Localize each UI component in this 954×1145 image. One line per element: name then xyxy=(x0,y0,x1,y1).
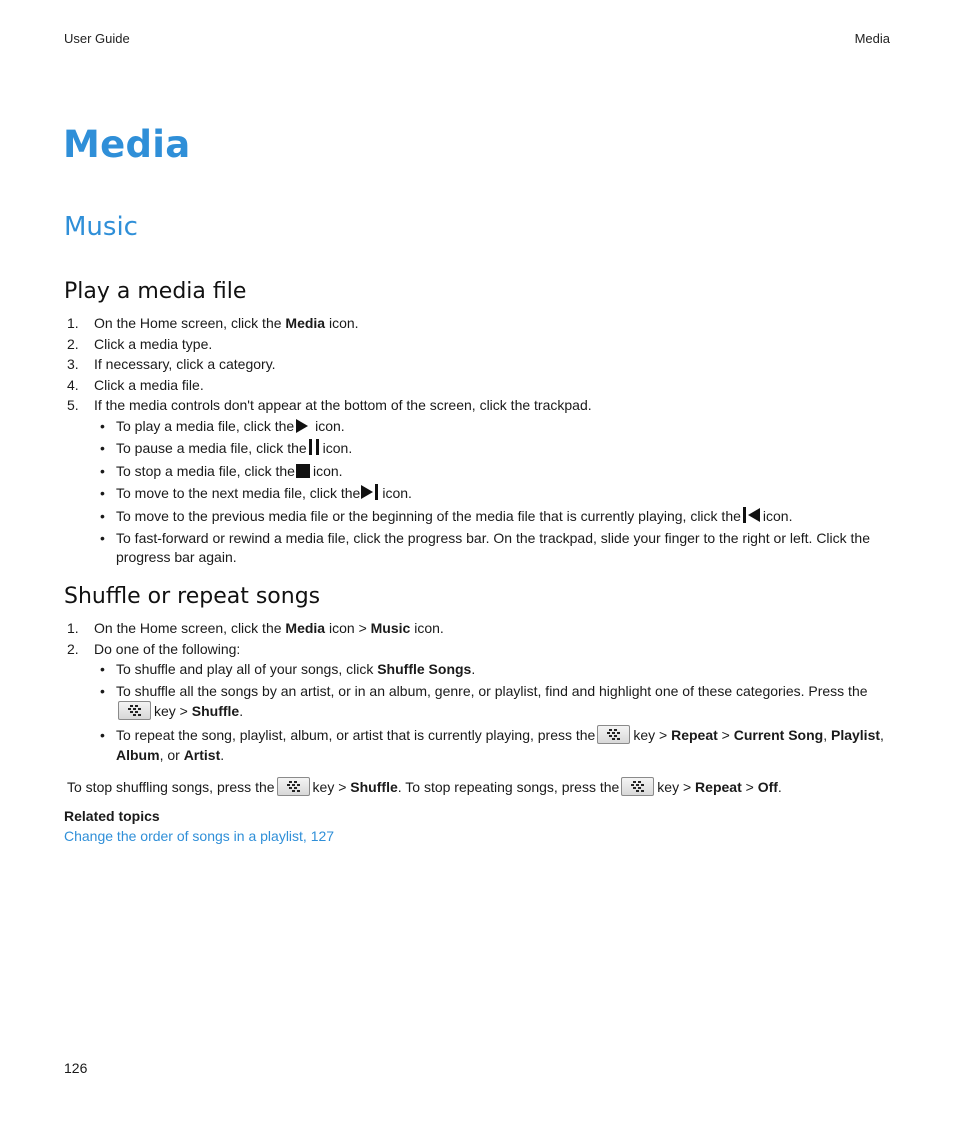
menu-key-icon xyxy=(597,725,630,744)
play-steps xyxy=(64,313,890,567)
shuffle-heading: Shuffle or repeat songs xyxy=(64,584,321,609)
list-item: • To repeat the song, playlist, album, or artist that is currently playing, press the key > Repeat > Current Song, Playlist, Album, or Artist. xyxy=(100,726,884,763)
list-item: 5. If the media controls don't appear at the bottom of the screen, click the trackpad. xyxy=(67,397,592,413)
stop-icon xyxy=(296,463,310,484)
menu-key-icon xyxy=(621,777,654,796)
menu-key-icon xyxy=(118,701,151,720)
running-header-left: User Guide xyxy=(64,31,130,46)
list-item: • To move to the next media file, click the icon. xyxy=(64,483,890,506)
list-item: • To pause a media file, click the icon. xyxy=(64,438,890,461)
list-item: • To play a media file, click the icon. xyxy=(64,416,890,439)
stop-shuffle-paragraph: To stop shuffling songs, press the key > Shuffle. To stop repeating songs, press the key > Repeat > Off. xyxy=(67,779,782,795)
shuffle-steps xyxy=(64,618,890,765)
list-item: • To fast-forward or rewind a media file, click the progress bar. On the trackpad, slide your finger to the right or left. Click the progress bar again. xyxy=(100,530,871,565)
list-item: 3. If necessary, click a category. xyxy=(67,356,276,372)
pause-icon xyxy=(308,439,320,461)
list-item: • To stop a media file, click the icon. xyxy=(64,461,890,484)
list-item: • To shuffle and play all of your songs, click Shuffle Songs. xyxy=(100,661,476,677)
running-header-right: Media xyxy=(854,31,890,46)
page-number: 126 xyxy=(64,1060,88,1076)
play-heading: Play a media file xyxy=(64,279,247,304)
list-item: • To shuffle all the songs by an artist, or in an album, genre, or playlist, find and highlight one of these categories. Press the key > Shuffle. xyxy=(100,682,868,719)
menu-key-icon xyxy=(277,777,310,796)
chapter-title: Media xyxy=(63,123,191,166)
related-topics-title: Related topics xyxy=(64,808,160,824)
list-item: 1. On the Home screen, click the Media icon. xyxy=(67,315,359,331)
list-item: 1. On the Home screen, click the Media icon > Music icon. xyxy=(67,620,444,636)
next-track-icon xyxy=(361,484,379,506)
list-item: 2. Click a media type. xyxy=(67,335,213,352)
list-item: 4. Click a media file. xyxy=(67,376,204,393)
list-item: 2. Do one of the following: xyxy=(67,640,241,657)
related-topic-link[interactable]: Change the order of songs in a playlist, 127 xyxy=(64,828,335,844)
list-item: • To move to the previous media file or the beginning of the media file that is currently playing, click the icon. xyxy=(64,506,890,529)
section-title: Music xyxy=(64,212,138,242)
previous-track-icon xyxy=(742,507,760,529)
play-icon xyxy=(295,418,308,439)
